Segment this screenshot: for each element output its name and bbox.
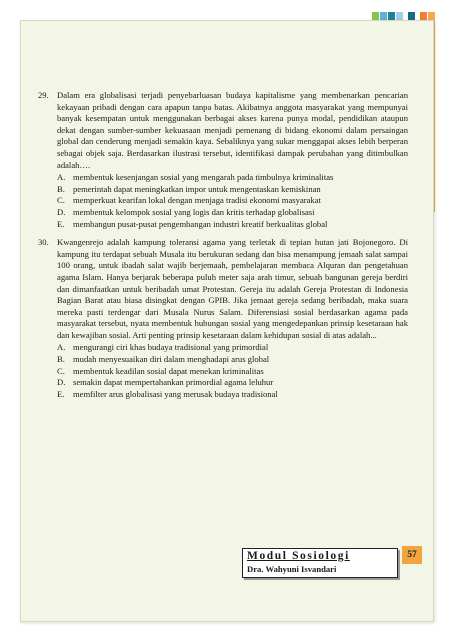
- option-letter: B.: [57, 354, 65, 365]
- option-d: [57, 207, 408, 219]
- option-e: [57, 219, 408, 231]
- module-footer-box: [242, 548, 398, 578]
- option-text: semakin dapat mempertahankan primordial agama leluhur: [73, 377, 274, 388]
- option-letter: B.: [57, 183, 65, 194]
- option-letter: A.: [57, 172, 66, 183]
- option-letter: E.: [57, 388, 65, 399]
- question-text: Dalam era globalisasi terjadi penyebarluasan budaya kapitalisme yang membenarkan pencarian kekayaan pribadi dengan cara apapun tanpa batas. Akibatnya anggota masyarakat yang mempunyai banyak kesempatan untuk menggunakan berbagai akses karena punya modal, pendidikan ataupun dekat dengan sumber-sumber kekuasaan menjadi pemenang di bidang ekonomi dalam persaingan global dan cenderung menjadi semakin kaya. Sebaliknya yang sukar menggapai akses lebih berperan sebagai objek saja. Berdasarkan ilustrasi tersebut, identifikasi dampak perubahan yang ditimbulkan adalah….: [57, 90, 408, 170]
- option-letter: C.: [57, 195, 65, 206]
- page-number-badge: 57: [402, 546, 422, 564]
- option-letter: A.: [57, 342, 66, 353]
- option-text: mengurangi ciri khas budaya tradisional yang primordial: [73, 342, 269, 353]
- option-c: [57, 366, 408, 378]
- option-text: pemerintah dapat meningkatkan impor untuk mengentaskan kemiskinan: [73, 183, 321, 194]
- question-number: 29.: [38, 90, 49, 100]
- option-text: membentuk kesenjangan sosial yang mengarah pada timbulnya kriminalitas: [73, 172, 334, 183]
- option-letter: E.: [57, 218, 65, 229]
- answer-options: [57, 342, 408, 400]
- question-30: [38, 237, 408, 400]
- option-a: [57, 172, 408, 184]
- question-number: 30.: [38, 237, 49, 248]
- question-list: [38, 90, 408, 407]
- option-text: membentuk keadilan sosial dapat menekan kriminalitas: [73, 365, 264, 376]
- option-letter: D.: [57, 206, 66, 217]
- answer-options: [57, 172, 408, 230]
- page: [10, 12, 442, 628]
- module-author: Dra. Wahyuni Isvandari: [247, 564, 337, 574]
- option-text: memfilter arus globalisasi yang merusak budaya tradisional: [73, 388, 278, 399]
- option-e: [57, 389, 408, 401]
- module-title: Modul Sosiologi: [247, 550, 350, 562]
- option-text: mudah menyesuaikan diri dalam menghadapi arus global: [73, 354, 270, 365]
- option-c: [57, 195, 408, 207]
- option-a: [57, 342, 408, 354]
- option-letter: D.: [57, 377, 66, 388]
- option-text: membangun pusat-pusat pengembangan industri kreatif berkualitas global: [73, 218, 328, 229]
- option-b: [57, 354, 408, 366]
- option-text: membentuk kelompok sosial yang logis dan kritis terhadap globalisasi: [73, 206, 315, 217]
- option-text: memperkuat kearifan lokal dengan menjaga tradisi ekonomi masyarakat: [73, 195, 321, 206]
- question-29: [38, 90, 408, 230]
- question-text: Kwangenrejo adalah kampung toleransi agama yang terletak di tepian hutan jati Bojonegoro. Di kampung itu terdapat sebuah Musala itu berukuran sedang dan bisa menampung jemaah salat sampai 100 orang, untuk ibadah salat wajib berjemaah, pembelajaran membaca Alquran dan pengetahuan agama Islam. Hanya berjarak beberapa puluh meter saja arah timur, sebuah bangunan gereja berdiri dan dimanfaatkan untuk beribadah umat Protestan. Gereja itu adalah Gereja Protestan di Indonesia Bagian Barat atau biasa disingkat dengan GPIB. Jika jemaat gereja sedang beribadah, maka suara mereka pasti terdengar dari Musala Nurus Salam. Diferensiasi sosial berdasarkan agama pada masyarakat tersebut, nyata membentuk hubungan sosial yang mengedepankan prinsip kesetaraan hak dan kewajiban sosial. Arti penting prinsip kesetaraan dalam kehidupan sosial di atas adalah...: [57, 237, 408, 340]
- option-b: [57, 184, 408, 196]
- option-d: [57, 377, 408, 389]
- option-letter: C.: [57, 365, 65, 376]
